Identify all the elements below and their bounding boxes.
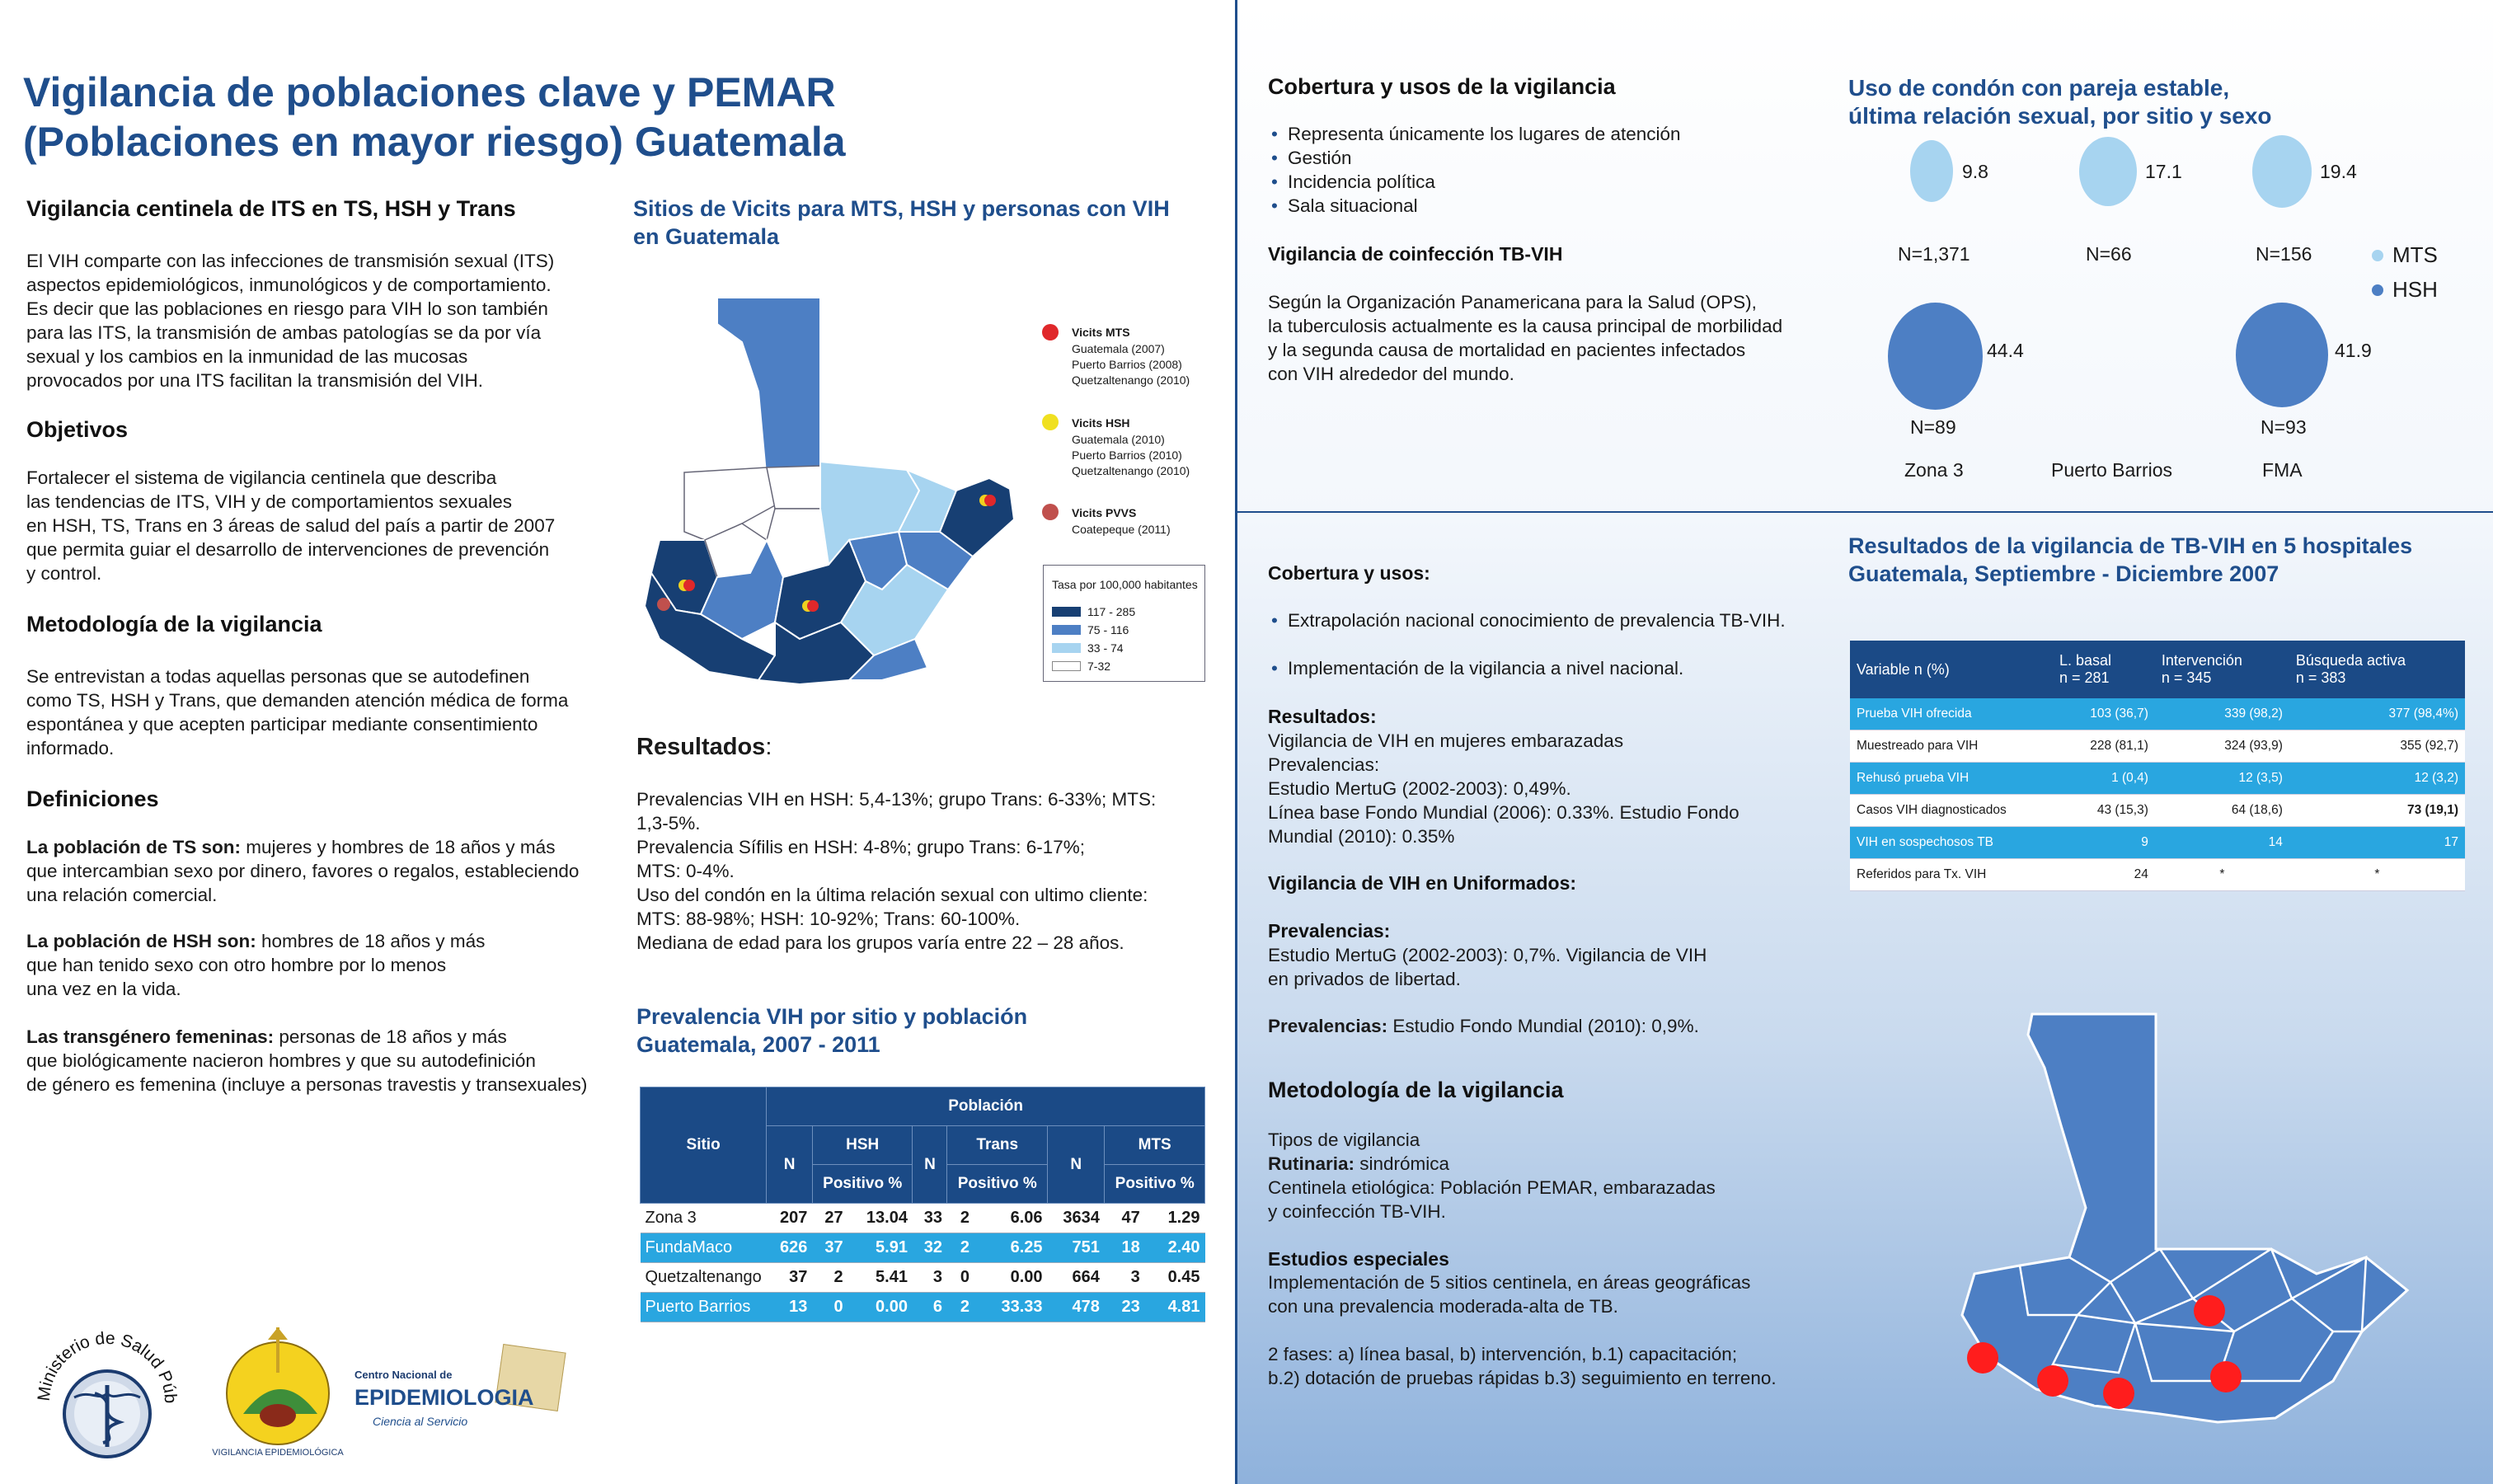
legend-mts-title: Vicits MTS [1072,326,1130,339]
methodology2-body: Centinela etiológica: Población PEMAR, embarazadas y coinfección TB-VIH. [1268,1177,1716,1222]
category-fma: FMA [2262,459,2303,481]
th-sitio: Sitio [641,1087,767,1204]
coverage2-heading: Cobertura y usos: [1268,562,1430,584]
page-title [23,68,913,167]
legend-pvvs-sites: Coatepeque (2011) [1072,523,1171,536]
cell: FundaMaco [641,1233,767,1263]
cell: 3634 [1048,1204,1105,1233]
cell: Prueba VIH ofrecida [1850,698,2053,730]
coverage2-list [1270,608,1786,680]
label-hsh-zona3: 44.4 [1987,340,2024,361]
legend-pvvs-title: Vicits PVVS [1072,506,1137,519]
cell: 6.25 [974,1233,1048,1263]
cell: Quetzaltenango [641,1263,767,1293]
th-intervencion: Intervención n = 345 [2155,641,2289,698]
rate-swatch-4 [1052,661,1081,671]
prevalence-table [640,1087,1205,1322]
cell: 64 (18,6) [2155,795,2289,827]
n-hsh-fma: N=93 [2261,416,2307,438]
cell: Zona 3 [641,1204,767,1233]
condom-bubble-chart [1848,132,2475,495]
rate-range-2: 75 - 116 [1087,623,1129,636]
vigilancia-logo-text: VIGILANCIA EPIDEMIOLÓGICA [212,1448,344,1458]
cell: 339 (98,2) [2155,698,2289,730]
cell: Referidos para Tx. VIH [1850,859,2053,891]
cell: 18 [1105,1233,1145,1263]
list-item: • Gestión [1288,146,1681,170]
cell: 377 (98,4%) [2289,698,2465,730]
cell: * [2289,859,2465,891]
rutinaria-term: Rutinaria: [1268,1153,1355,1174]
label-mts-puertobarrios: 17.1 [2145,161,2182,182]
ministerio-logo [25,1311,190,1468]
cell: 6 [913,1293,947,1322]
table-row [1850,827,2465,859]
methodology-heading: Metodología de la vigilancia [26,612,322,636]
cell: 13 [767,1293,813,1322]
definition-trans [26,1025,636,1097]
cell: 751 [1048,1233,1105,1263]
cell: 1.29 [1145,1204,1205,1233]
table-row [641,1293,1205,1322]
cell: 626 [767,1233,813,1263]
rate-swatch-2 [1052,625,1081,635]
cell: VIH en sospechosos TB [1850,827,2053,859]
category-puertobarrios: Puerto Barrios [2051,459,2173,481]
definition-hsh-text: hombres de 18 años y más que han tenido sexo con otro hombre por lo menos una vez en la vida. [26,931,486,999]
definitions-heading: Definiciones [26,787,159,811]
definition-hsh [26,929,628,1001]
rate-swatch-3 [1052,643,1081,653]
rate-range-4: 7-32 [1087,660,1111,673]
cell: Puerto Barrios [641,1293,767,1322]
cell: 228 (81,1) [2053,730,2155,763]
label-hsh-fma: 41.9 [2335,340,2372,361]
cell: 37 [767,1263,813,1293]
hsh-marker-icon [1042,414,1059,430]
objectives-body: Fortalecer el sistema de vigilancia centinela que describa las tendencias de ITS, VIH y de comportamientos sexuales en HSH, TS, Trans en 3 áreas de salud del país a partir de 2007 que permita guiar el desarrollo de intervenciones de prevención y control. [26,467,556,584]
bubble-hsh-zona3 [1888,303,1983,410]
pvvs-marker-icon [1042,504,1059,520]
cell: Muestreado para VIH [1850,730,2053,763]
cell: 0.00 [848,1293,913,1322]
th-lbasal: L. basal n = 281 [2053,641,2155,698]
cell: 12 (3,5) [2155,763,2289,795]
legend-mts-label: MTS [2392,242,2438,267]
epidemiologia-logo [354,1352,552,1451]
definition-ts-term: La población de TS son: [26,837,242,857]
cell: Rehusó prueba VIH [1850,763,2053,795]
cell: 32 [913,1233,947,1263]
cell: 9 [2053,827,2155,859]
methodology-body: Se entrevistan a todas aquellas personas que se autodefinen como TS, HSH y Trans, que demanden atención médica de forma espontánea y que acepten participar mediante consentimiento informado. [26,666,569,758]
horizontal-divider [1237,511,2493,513]
cell: 1 (0,4) [2053,763,2155,795]
n-mts-puertobarrios: N=66 [2086,243,2132,265]
coinfection-body: Según la Organización Panamericana para la Salud (OPS), la tuberculosis actualmente es la causa principal de morbilidad y la segunda causa de mortalidad en pacientes infectados con VIH alrededor del mundo. [1268,292,1783,384]
prevalencias2-term: Prevalencias: [1268,1016,1388,1036]
cell: 2 [812,1263,847,1293]
table-row [1850,763,2465,795]
bubble-mts-fma [2252,135,2312,208]
cell: 2 [947,1293,974,1322]
results-heading-text: Resultados [636,734,766,760]
table-row [641,1263,1205,1293]
fases-body: 2 fases: a) línea basal, b) intervención, b.1) capacitación; b.2) dotación de pruebas rápidas b.3) seguimiento en terreno. [1268,1344,1777,1388]
table-row [1850,795,2465,827]
list-item: • Extrapolación nacional conocimiento de prevalencia TB-VIH. [1288,608,1786,632]
table-row [1850,859,2465,891]
cell: 103 (36,7) [2053,698,2155,730]
cell: 37 [812,1233,847,1263]
legend-hsh-sites: Guatemala (2010) Puerto Barrios (2010) Quetzaltenango (2010) [1072,433,1190,477]
vertical-divider [1235,0,1237,1484]
tb-sites-map [1946,1002,2440,1463]
cell: 47 [1105,1204,1145,1233]
coinfection-heading: Vigilancia de coinfección TB-VIH [1268,243,1563,265]
prevalence-table-heading: Prevalencia VIH por sitio y población Guatemala, 2007 - 2011 [636,1004,1028,1057]
vigilancia-logo [210,1323,346,1463]
tb-table-heading: Resultados de la vigilancia de TB-VIH en 5 hospitales Guatemala, Septiembre - Diciembre 2007 [1848,533,2413,586]
n-mts-zona3: N=1,371 [1898,243,1970,265]
category-zona3: Zona 3 [1904,459,1964,481]
estudios-body: Implementación de 5 sitios centinela, en áreas geográficas con una prevalencia moderada-alta de TB. [1268,1272,1751,1317]
list-item: • Representa únicamente los lugares de atención [1288,122,1681,146]
objectives-heading: Objetivos [26,417,129,442]
methodology2-line1: Tipos de vigilancia [1268,1129,1420,1150]
definition-hsh-term: La población de HSH son: [26,931,256,951]
cell: * [2155,859,2289,891]
estudios-heading: Estudios especiales [1268,1248,1449,1270]
cell: 5.41 [848,1263,913,1293]
cell: Casos VIH diagnosticados [1850,795,2053,827]
cell: 13.04 [848,1204,913,1233]
mts-marker-icon [1042,324,1059,340]
th-hsh: HSH [812,1126,913,1165]
label-mts-fma: 19.4 [2320,161,2357,182]
cell: 664 [1048,1263,1105,1293]
rutinaria-text: sindrómica [1354,1153,1450,1174]
cell: 27 [812,1204,847,1233]
prevalencias2 [1268,1014,1862,1038]
cell: 324 (93,9) [2155,730,2289,763]
cell: 6.06 [974,1204,1048,1233]
cell: 3 [1105,1263,1145,1293]
cell: 23 [1105,1293,1145,1322]
th-variable: Variable n (%) [1850,641,2053,698]
section-its-heading: Vigilancia centinela de ITS en TS, HSH y Trans [26,196,516,221]
table-row [641,1204,1205,1233]
th-pos-hsh: Positivo % [812,1165,913,1204]
n-hsh-zona3: N=89 [1910,416,1956,438]
logo-line-2: EPIDEMIOLOGIA [354,1385,534,1410]
cell: 0.45 [1145,1263,1205,1293]
cell: 0 [947,1263,974,1293]
cell: 33 [913,1204,947,1233]
logo-line-1: Centro Nacional de [354,1369,453,1381]
cell: 478 [1048,1293,1105,1322]
cell: 207 [767,1204,813,1233]
bubble-hsh-fma [2236,303,2328,407]
cell: 33.33 [974,1293,1048,1322]
table-row [641,1233,1205,1263]
table-row [1850,730,2465,763]
prevalencias-heading: Prevalencias: [1268,920,1391,942]
rate-legend-box [1043,565,1205,682]
guatemala-vicits-map [635,293,1063,688]
list-item: • Sala situacional [1288,194,1681,218]
legend-hsh-label: HSH [2392,277,2438,302]
title-line-2: (Poblaciones en mayor riesgo) Guatemala [23,119,846,165]
cell: 12 (3,2) [2289,763,2465,795]
cell: 4.81 [1145,1293,1205,1322]
cell: 5.91 [848,1233,913,1263]
cell: 2 [947,1204,974,1233]
th-n-mts: N [1048,1126,1105,1204]
methodology2-heading: Metodología de la vigilancia [1268,1078,1564,1102]
list-item: • Incidencia política [1288,170,1681,194]
label-mts-zona3: 9.8 [1962,161,1988,182]
th-poblacion: Población [767,1087,1205,1126]
cell: 17 [2289,827,2465,859]
definition-ts-text: mujeres y hombres de 18 años y más que intercambian sexo por dinero, favores o regalos, estableciendo una relación comercial. [26,837,580,905]
cell: 0 [812,1293,847,1322]
th-n-trans: N [913,1126,947,1204]
coverage-list [1270,122,1681,218]
section-its-body: El VIH comparte con las infecciones de transmisión sexual (ITS) aspectos epidemiológicos, inmunológicos y de comportamiento. Es decir que las poblaciones en riesgo para VIH lo son también para las ITS, la transmisión de ambas patologías se da por vía sexual y los cambios en la inmunidad de las mucosas provocados por una ITS facilitan la transmisión del VIH. [26,251,555,391]
n-mts-fma: N=156 [2256,243,2312,265]
rate-legend-title: Tasa por 100,000 habitantes [1052,578,1198,591]
map-heading: Sitios de Vicits para MTS, HSH y personas con VIH en Guatemala [633,196,1170,249]
legend-hsh-dot-icon [2372,284,2383,296]
th-n-hsh: N [767,1126,813,1204]
th-trans: Trans [947,1126,1048,1165]
uniformados-heading: Vigilancia de VIH en Uniformados: [1268,872,1577,894]
list-item: • Implementación de la vigilancia a nivel nacional. [1288,656,1786,680]
cell: 355 (92,7) [2289,730,2465,763]
definition-trans-text: personas de 18 años y más que biológicamente nacieron hombres y que su autodefinición de género es femenina (incluye a personas travestis y transexuales) [26,1026,588,1095]
th-pos-mts: Positivo % [1105,1165,1205,1204]
legend-mts-sites: Guatemala (2007) Puerto Barrios (2008) Quetzaltenango (2010) [1072,342,1190,387]
title-line-1: Vigilancia de poblaciones clave y PEMAR [23,69,836,115]
bubble-mts-zona3 [1910,140,1953,202]
th-mts: MTS [1105,1126,1205,1165]
results-heading-colon: : [765,734,772,760]
cell: 14 [2155,827,2289,859]
bubble-mts-puertobarrios [2079,137,2137,206]
prevalencias2-text: Estudio Fondo Mundial (2010): 0,9%. [1387,1016,1699,1036]
condom-chart-title: Uso de condón con pareja estable, última relación sexual, por sitio y sexo [1848,75,2272,129]
cell: 3 [913,1263,947,1293]
th-pos-trans: Positivo % [947,1165,1048,1204]
results-heading [636,734,772,761]
definition-ts [26,835,628,907]
coverage-heading: Cobertura y usos de la vigilancia [1268,74,1616,99]
results2-heading: Resultados: [1268,706,1377,727]
cell: 73 (19,1) [2289,795,2465,827]
cell: 2 [947,1233,974,1263]
results-body: Prevalencias VIH en HSH: 5,4-13%; grupo Trans: 6-33%; MTS: 1,3-5%. Prevalencia Sífilis en HSH: 4-8%; grupo Trans: 6-17%; MTS: 0-4%. Uso del condón en la última relación sexual con ultimo cliente: MTS: 88-98%; HSH: 10-92%; Trans: 60-100%. Mediana de edad para los grupos varía entre 22 – 28 años. [636,789,1157,953]
cell: 43 (15,3) [2053,795,2155,827]
legend-hsh-title: Vicits HSH [1072,416,1130,430]
cell: 24 [2053,859,2155,891]
rate-range-1: 117 - 285 [1087,605,1136,618]
table-row [1850,698,2465,730]
cell: 2.40 [1145,1233,1205,1263]
rate-swatch-1 [1052,607,1081,617]
rate-range-3: 33 - 74 [1087,641,1124,655]
ministerio-logo-text: Ministerio de Salud Púb [34,1328,181,1404]
tb-vih-table [1850,641,2465,891]
methodology2-rutinaria [1268,1152,1862,1176]
logo-line-3: Ciencia al Servicio [373,1415,468,1428]
results2-body: Vigilancia de VIH en mujeres embarazadas Prevalencias: Estudio MertuG (2002-2003): 0,49%. Línea base Fondo Mundial (2006): 0.33%. Estudio Fondo Mundial (2010): 0.35% [1268,730,1739,847]
cell: 0.00 [974,1263,1048,1293]
th-busqueda: Búsqueda activa n = 383 [2289,641,2465,698]
prevalencias-body: Estudio MertuG (2002-2003): 0,7%. Vigilancia de VIH en privados de libertad. [1268,945,1707,989]
legend-mts-dot-icon [2372,250,2383,261]
definition-trans-term: Las transgénero femeninas: [26,1026,275,1047]
